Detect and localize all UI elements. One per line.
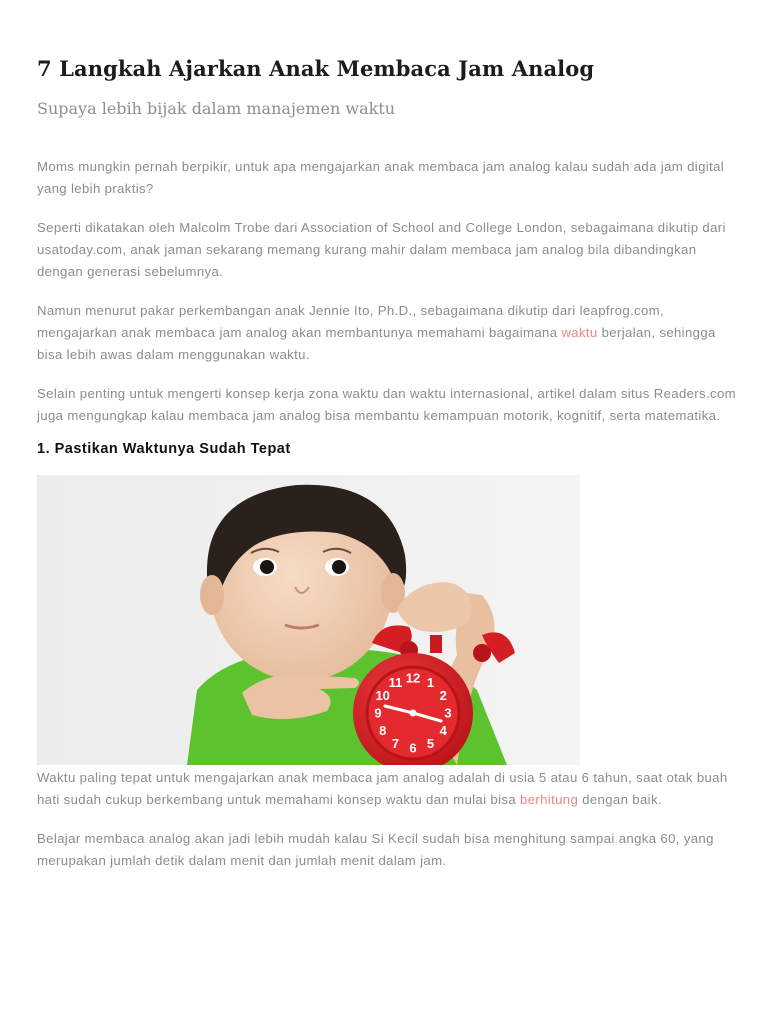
link-berhitung[interactable]: berhitung <box>520 792 579 807</box>
clock-numeral: 9 <box>374 705 382 721</box>
clock-numeral: 2 <box>439 688 447 703</box>
paragraph-counting: Belajar membaca analog akan jadi lebih mudah kalau Si Kecil sudah bisa menghitung sampai angka 60, yang merupakan jumlah detik dalam menit dan jumlah menit dalam jam. <box>37 831 714 868</box>
clock-numeral: 10 <box>375 688 390 703</box>
paragraph-jennie-ito <box>37 300 737 366</box>
paragraph-intro: Moms mungkin pernah berpikir, untuk apa mengajarkan anak membaca jam analog kalau sudah ada jam digital yang lebih praktis? <box>37 159 725 196</box>
paragraph-readers: Selain penting untuk mengerti konsep kerja zona waktu dan waktu internasional, artikel dalam situs Readers.com juga mengungkap kalau membaca jam analog bisa membantu kemampuan motorik, kognitif, serta matematika. <box>37 386 736 423</box>
paragraph-text: Namun menurut pakar perkembangan anak Jennie Ito, Ph.D., sebagaimana dikutip dari leapfrog.com, mengajarkan anak membaca jam analog akan membantunya memahami bagaimana <box>37 303 665 340</box>
section-heading-1: 1. Pastikan Waktunya Sudah Tepat <box>37 441 291 457</box>
article <box>37 54 737 872</box>
paragraph-best-age <box>37 767 737 811</box>
link-waktu[interactable]: waktu <box>561 325 598 340</box>
clock-numeral: 11 <box>388 675 403 691</box>
clock-numeral: 4 <box>439 723 447 738</box>
clock-numeral: 5 <box>426 735 435 751</box>
article-subtitle: Supaya lebih bijak dalam manajemen waktu <box>37 99 396 118</box>
clock-numeral: 6 <box>409 740 417 756</box>
clock-numeral: 7 <box>391 735 400 751</box>
article-title: 7 Langkah Ajarkan Anak Membaca Jam Analog <box>37 56 595 81</box>
clock-numeral: 12 <box>405 670 421 686</box>
clock-numeral: 1 <box>426 675 435 691</box>
paragraph-text: Waktu paling tepat untuk mengajarkan anak membaca jam analog adalah di usia 5 atau 6 tahun, saat otak buah hati sudah cukup berkembang untuk memahami konsep waktu dan mulai bisa <box>37 770 728 807</box>
child-with-clock-photo <box>37 475 580 765</box>
paragraph-malcolm-trobe: Seperti dikatakan oleh Malcolm Trobe dari Association of School and College London, sebagaimana dikutip dari usatoday.com, anak jaman sekarang memang kurang mahir dalam membaca jam analog bila dibandingkan dengan generasi sebelumnya. <box>37 220 726 279</box>
clock-numeral: 8 <box>379 723 387 738</box>
clock-numeral: 3 <box>444 705 452 721</box>
paragraph-text: dengan baik. <box>578 792 662 807</box>
paragraph-text: berjalan, sehingga bisa lebih awas dalam menggunakan waktu. <box>37 325 716 362</box>
